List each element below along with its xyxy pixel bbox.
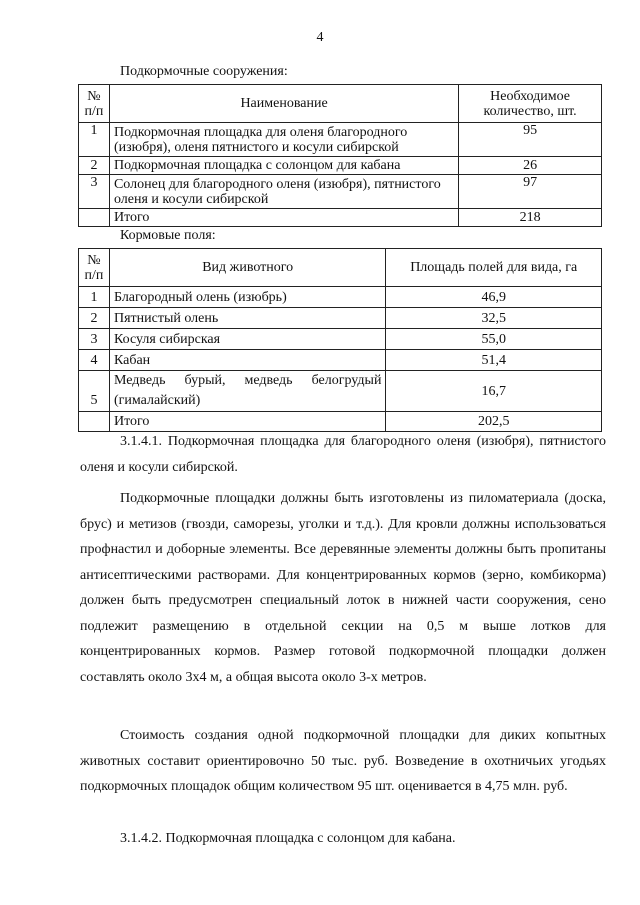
paragraph-cost: Стоимость создания одной подкормочной площадки для диких копытных животных составит ориентировочно 50 тыс. руб. Возведение в охотничьих угодьях подкормочных площадок общим количеством 95 шт. оценивается в 4,75 млн. руб. [80,728,606,794]
col-num-header: № п/п [79,249,110,287]
row-area: 51,4 [386,350,602,371]
table-row [79,350,602,371]
row-area: 55,0 [386,329,602,350]
table-row [79,329,602,350]
table2-caption: Кормовые поля: [120,228,216,243]
row-qty: 95 [459,123,602,157]
row-num: 2 [79,308,110,329]
table-row [79,287,602,308]
row-num: 1 [79,123,110,157]
total-label: Итого [109,209,458,227]
table-header-row [79,85,602,123]
section-heading-3-1-4-2: 3.1.4.2. Подкормочная площадка с солонцом для кабана. [120,831,456,846]
col-num-header: № п/п [79,85,110,123]
row-qty: 26 [459,157,602,175]
section-heading-3-1-4-1: 3.1.4.1. Подкормочная площадка для благородного оленя (изюбря), пятнистого оленя и косули сибирской. [80,434,606,475]
page-number: 4 [316,30,324,45]
row-qty: 97 [459,175,602,209]
total-label: Итого [109,412,385,432]
paragraph-materials: Подкормочные площадки должны быть изготовлены из пиломатериала (доска, брус) и метизов (гвозди, саморезы, уголки и т.д.). Для кровли должны использоваться профнастил и доборные элементы. Все деревянные элементы должны быть пропитаны антисептическими растворами. Для концентрированных кормов (зерно, комбикорма) должен быть предусмотрен специальный лоток в нижней части сооружения, сено подлежит размещению в отдельной секции на 0,5 м выше лотков для концентрированных кормов. Размер готовой подкормочной площадки должен составлять около 3х4 м, а общая высота около 3-х метров. [80,491,606,685]
row-name: Кабан [109,350,385,371]
row-area: 16,7 [386,371,602,412]
table-row [79,371,602,412]
row-num: 1 [79,287,110,308]
row-num: 3 [79,329,110,350]
row-name: Солонец для благородного оленя (изюбря), пятнистого оленя и косули сибирской [109,175,458,209]
row-area: 32,5 [386,308,602,329]
table1-caption: Подкормочные сооружения: [120,64,288,79]
row-num: 5 [79,371,110,412]
table-row [79,123,602,157]
table-row [79,175,602,209]
col-area-header: Площадь полей для вида, га [386,249,602,287]
row-num: 2 [79,157,110,175]
col-qty-header: Необходимое количество, шт. [459,85,602,123]
table-total-row [79,209,602,227]
row-name: Подкормочная площадка с солонцом для кабана [109,157,458,175]
row-num: 4 [79,350,110,371]
table-row [79,308,602,329]
total-value: 202,5 [386,412,602,432]
row-name: Подкормочная площадка для оленя благородного (изюбря), оленя пятнистого и косули сибирской [109,123,458,157]
table-header-row [79,249,602,287]
row-area: 46,9 [386,287,602,308]
row-name: Благородный олень (изюбрь) [109,287,385,308]
total-empty-cell [79,209,110,227]
col-name-header: Наименование [109,85,458,123]
forage-fields-table [78,248,602,432]
col-name-header: Вид животного [109,249,385,287]
row-name: Косуля сибирская [109,329,385,350]
row-name: Пятнистый олень [109,308,385,329]
table-row [79,157,602,175]
row-num: 3 [79,175,110,209]
total-value: 218 [459,209,602,227]
feeding-structures-table [78,84,602,227]
row-name: Медведь бурый, медведь белогрудый (гималайский) [109,371,385,412]
